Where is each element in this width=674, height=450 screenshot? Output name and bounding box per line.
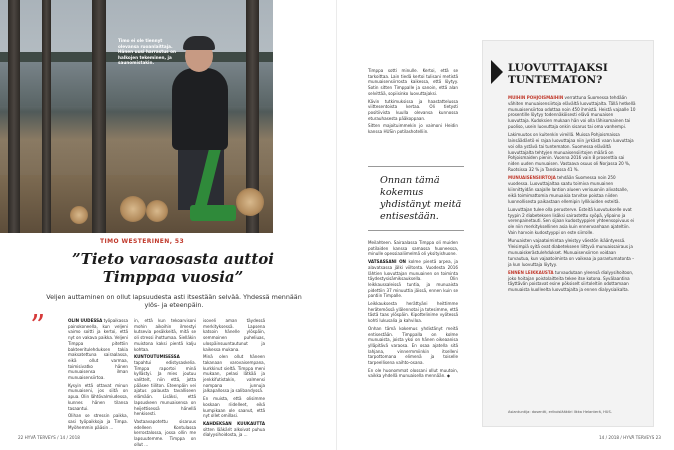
- tree-trunk: [8, 0, 20, 233]
- paragraph: OLIN UUDESSA työpaikassa painokoneella, kun veljeni vaimo soitti ja kertoi, että nyt on vakava paikka. Veljeni Timppa pitettiin bakteeritulehduksen takia maksatettuna sairaalassa, eikä ollut varmaa, toimisivatko hänen munuaisensa ilman munuaisensiirtoa.: [68, 318, 128, 381]
- paragraph: MUNUAISENSIIRTOJA tehdään Suomessa noin 250 vuodessa. Luovuttajaltaa saatu toimiva munuainen kiinnittyidän saajalle lantion alueen verisuoniin alivatsalle, eikä toimimattomia munuaisia tarvitse poistaa niiden luonnollisesta paikastaan ellemipin lyllikiuiden esteitä.: [508, 175, 629, 204]
- paragraph: isoveli aman täydessä merkityksessä. Lapsena katsoin hänelle ylöspäin, semmoinen puheliuas, ulospäinsuuntautunut ja kaikessa mukana.: [203, 318, 265, 352]
- factbox-source: Asiantuntija: dosentti, erikoislääkäri Ilkka Helanterä, HUS.: [508, 410, 612, 414]
- paragraph: Vastaavapotettu sisaruus edelleen Kontulassa kerrostalossa, jossa ollin me lapsuutemme. Timppa on ollut ...: [134, 418, 196, 447]
- paragraph: Timppa sotti minulle. Kertoi, että se tarkoittaa. Lain tiedä kertoi tulisani metistä munuaisensiirrosta kaikessa, että löytyy. Sotin sitten Timppalle ja sanoin, että alan selvittää, sopiisinko luovuttajaksi.: [368, 68, 458, 96]
- paragraph: KAHDEKSAN KUUKAUTTA sitten lääkärit alkoivat puhua dialyysihoidosta, ja ...: [203, 420, 265, 438]
- paragraph: VATSASSANI ON kolme pientä arpea, ja alavatsassa jälki viiltonta. Vuodesta 2016 lähtien luovuttajan munuainen on toiminta täydestysisämiksauksella. Olin leikkaussaleissä tuntia, ja munuaista pidettiin 37 minuuttia jäissä, ennen kuin se pantiin Timpalle.: [368, 259, 459, 299]
- paragraph: Luovuttajan tulee olla perusterve. Esteitä luovutukselle ovat tyypin 2 diabeteksen lisäksi sairastettu syöpä, ylipaino ja verenpainetauti. Sen sijaan kudostyyppien yhteensopivuus ei ole niin merkityksellinen asia kuin ennenvanhaan ajateltiin. Vain harvoin kudostyyppi on este siirrolle.: [508, 206, 634, 236]
- log: [146, 200, 168, 222]
- log: [236, 188, 264, 216]
- paragraph: ENNEN LEIKKAUSTA turvaudutaan yleensä dialyysihoitoon, joko hoitajan poistolaitteita tekee itse kotona. Syvälaantina täyttävän poistavat esine pöksiselt siirtoleltiin odottamaan munuaista kuolleelta luovuttajalta ja ennen dialyysiaikalta.: [508, 269, 634, 293]
- paragraph: En muista, että olisimme koskaan riidelleet, eikä kumpikaan ole saanut, että nyt ollet omillasi.: [203, 396, 265, 419]
- pull-quote: Onnan tämä kokemus yhdistänyt meitä entisestään.: [380, 175, 462, 222]
- log: [120, 196, 146, 222]
- folio-right: 14 / 2018 / HYVÄ TERVEYS 23: [599, 435, 661, 440]
- paragraph: Olihan se stressin paikka, sasi työpaikkoja ja Timpa. Myöhemmin pääsin ...: [68, 413, 128, 430]
- paragraph: En ole huonommat olossani ollut muutoin, vaikka yhdellä munuaisella mennään. ◆: [368, 367, 458, 379]
- paragraph: Onhan tämä kokemus yhdistänyt meitä entisestään. Timppalla on kolme munuaista, joista yksi on hänen oikeaanisa ylläpitävä varaosa. En osaa ajatella sitä lahjana, vinnermmiinkin itselleni tarpottomana elimenä ja toiselle tarpeellisena vaihto-osana.: [368, 325, 458, 366]
- paragraph: Kysyin että ottavat minun munuaiseni, jos siitä on apua. Olin lähtövalmiudessa, kunnes hänen tilansa tasaantui.: [68, 382, 128, 411]
- paragraph: Minä olen ollut häneen takanaan varovaisempana, kurkkinut sieltä. Timppa meni mukaan, pelasi lätkää ja jenkkifutistakin, valmensi nompana junnuja jalkapallossa ja salibandyssä.: [203, 354, 265, 394]
- folio-left: 22 HYVÄ TERVEYS / 14 / 2018: [18, 435, 80, 440]
- factbox-body: [508, 95, 636, 296]
- log-splitter-base: [190, 205, 236, 221]
- paragraph: KUNTOUTUMISESSA tapahtui edistysaskelia. Timppa raportoi minä kyllästyi. Ja mies joutuu valittelt, niin että, jotta pääsee tiiliton. Eteenpäin vei ajatus palausta tavalliseen elämään. Lisäksi, että lapsuskeen munuaisensa on heijettisessä hänellä henkisesti.: [134, 354, 196, 417]
- paragraph: Kävin tutkimuksissa ja haastattelussa viittesentoista kertaa. Oli tietysti positiivista kuulla olevansa kunnossa eturauhasesta pääkoppaan.: [368, 98, 458, 121]
- article-column-2: [134, 318, 196, 449]
- photo-caption: Timo ei ole tiennyt olevansa ruoanlaittaja. Hänen uusi harrastus on halkojen tekeminen, ja saunomistakin.: [118, 38, 176, 66]
- tree-trunk: [92, 0, 106, 233]
- person-cap: [183, 36, 215, 50]
- paragraph: MUIHIN POHJOISMAIHIN verrattuna Suomessa tehdään vähiten munuaisensiirtoja elävältä luovuttajalta. Tällä hetkellä munuaisensiirtoa odottaa noin 450 ihmistä. Heistä vajaalle 10 prosentille löytyy todennäköisesti elävä munuaisen luovuttaja. Kudoksien mukaan hän voi olla lähisomainen tai puoliso, usein luovuttaja onkin sisarus tai oma vanhempi.: [508, 95, 636, 129]
- factbox-title: LUOVUTTAJAKSI TUNTEMATON?: [508, 62, 608, 86]
- person-body: [172, 68, 228, 150]
- article-kicker: TIMO WESTERINEN, 53: [100, 238, 185, 245]
- arrow-icon: [491, 60, 503, 84]
- article-column-5: [368, 240, 458, 381]
- article-column-1: [68, 318, 128, 432]
- article-photo: [0, 0, 273, 233]
- paragraph: in, että kun tekoarvisoni mohin aikoihin ilmestyi kutsevia pesäkkeitä, mitä se oli stressi ihottumaa. Sielläkin muistona kaksi pientä kalju kohtaa.: [134, 318, 196, 352]
- article-column-4: [368, 68, 458, 137]
- article-headline: ”Tieto varaosasta auttoi Timppaa vuosia”: [72, 250, 274, 286]
- paragraph: Meilahteen. Sairaalassa Timppa oli muiden potilaiden kanssa samassa huoneessa, minulle opessiaaliimelmä oli yksityishuone.: [368, 240, 458, 257]
- paragraph: Lakimuutos on kuitenkin vireillä. Muissa Pohjoismaissa lainsäädäntö ei rajaa luovuttajaa niin jyrkästi vaan luovuttaja voi olla ystävä tai tuntematon. Suomessa elävältä luovuttajalta tehtyjen munuaisensiirtojen määrä on Pohjoismaiden pienin. Vuonna 2016 vain 8 prosenttia sai niden uuden munuaisen. Vastaava osuus oli Norjassa 20 %, Ruotsissa 32 % ja Tanskassa 41 %.: [508, 132, 634, 173]
- paragraph: Munuaisten vajaatoimintaa yleistyy väestön ikääntyessä. Yleisimpiä syitä ovat diabetekseen liittyvä munuaissairaus ja munuaiskerästulehdukset. Munuaisensiirron voidaan turvautua, kun vajaatoiminta on vaikeaa ja parantumatonta – ja kun luovuttaja löytyy.: [508, 238, 635, 267]
- tree-trunk: [42, 0, 51, 233]
- pull-quote-rule-bottom: [368, 230, 464, 231]
- paragraph: Leikkauksesta herättyäni heittimme herätemössä ylälennotai ja totesimme, että tästä taas ylöspäin. Kipottelinime vyötessä kohti lukusalia ja kahviloa.: [368, 301, 458, 324]
- article-column-3: [203, 318, 265, 440]
- paragraph: Sitten majoituimmekin jo vaimoni Heidin kanssa HUSin potilashotelliin.: [368, 123, 458, 135]
- article-lead: Veljen auttaminen on ollut lapsuudesta asti itsestään selvää. Yhdessä mennään ylös- ja eteenpäin.: [46, 293, 302, 310]
- pull-quote-rule-top: [368, 166, 464, 167]
- quote-mark-icon: ”: [30, 309, 46, 344]
- log: [70, 206, 88, 224]
